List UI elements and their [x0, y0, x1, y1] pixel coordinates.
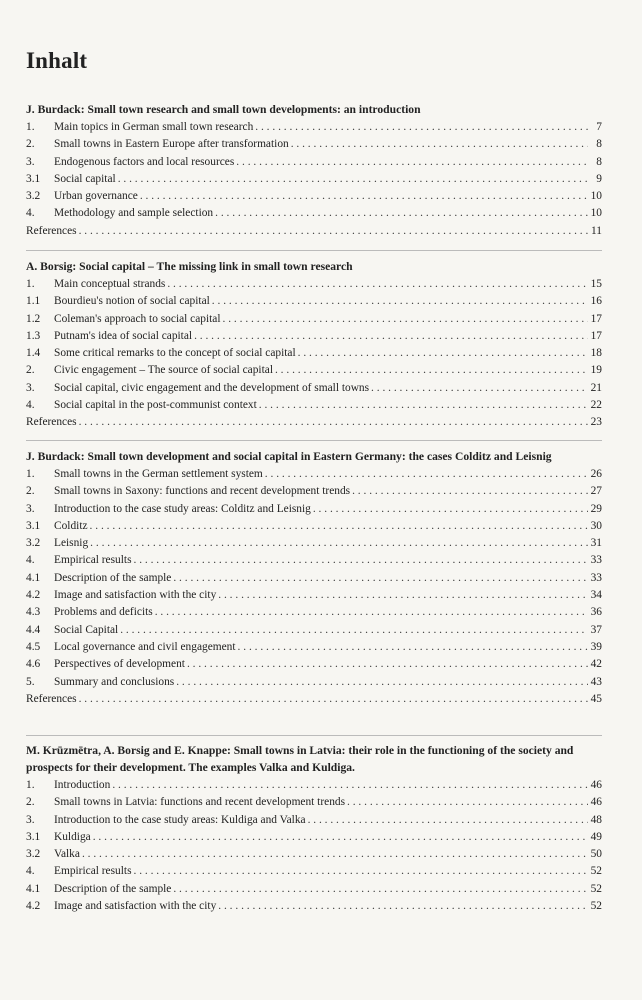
entry-label: Small towns in Saxony: functions and recent development trends: [54, 485, 351, 498]
entry-label: Urban governance: [54, 190, 138, 203]
entry-label: References: [26, 224, 77, 237]
toc-entry: [26, 674, 602, 691]
entry-page-number: 19: [590, 364, 602, 377]
toc-entry: [26, 863, 602, 880]
entry-label: Coleman's approach to social capital: [54, 312, 221, 325]
toc-entry: [26, 380, 602, 397]
entry-number: 1.: [26, 278, 35, 290]
entry-label: Main topics in German small town research: [54, 121, 254, 133]
entry-page-number: 39: [590, 640, 602, 653]
dot-leader: [90, 535, 588, 552]
entry-number: 4.4: [26, 623, 41, 636]
entry-label: Description of the sample: [54, 571, 172, 584]
toc-entry: [26, 604, 602, 621]
entry-page-number: 9: [596, 172, 602, 185]
entry-label: Bourdieu's notion of social capital: [54, 295, 210, 308]
toc-entry: [26, 881, 602, 898]
toc-entry: [26, 205, 602, 222]
entry-number: 2.: [26, 138, 35, 151]
entry-page-number: 22: [590, 399, 602, 412]
page-title: Inhalt: [26, 48, 88, 73]
entry-label: Main conceptual strands: [54, 278, 166, 290]
entry-number: 4.1: [26, 571, 41, 584]
entry-label: Small towns in Latvia: functions and recent development trends: [54, 796, 346, 809]
entry-page-number: 17: [590, 312, 602, 325]
toc-entry: [26, 639, 602, 656]
toc-entry: [26, 812, 602, 829]
dot-leader: [291, 136, 588, 153]
toc-entry: [26, 570, 602, 587]
entry-page-number: 52: [590, 900, 602, 913]
dot-leader: [112, 777, 588, 794]
toc-entry: [26, 552, 602, 569]
entry-page-number: 34: [590, 589, 602, 602]
entry-page-number: 31: [590, 537, 602, 550]
entry-number: 3.2: [26, 190, 41, 203]
toc-section: [26, 258, 602, 432]
dot-leader: [298, 345, 588, 362]
dot-leader: [218, 898, 588, 915]
entry-page-number: 33: [590, 554, 602, 567]
entry-number: 4.5: [26, 640, 41, 653]
entry-label: Social capital in the post-communist context: [54, 399, 257, 412]
entry-page-number: 7: [596, 121, 602, 133]
dot-leader: [352, 483, 588, 500]
dot-leader: [155, 604, 588, 621]
entry-page-number: 26: [590, 468, 602, 480]
toc-entry: [26, 587, 602, 604]
entry-page-number: 42: [590, 658, 602, 671]
entry-label: Small towns in the German settlement system: [54, 468, 263, 480]
section-heading: J. Burdack: Small town development and social capital in Eastern Germany: the cases Colditz and Leisnig: [26, 450, 552, 463]
entry-number: 3.: [26, 155, 35, 168]
entry-number: 3.: [26, 381, 35, 394]
entry-page-number: 36: [590, 606, 602, 619]
entry-label: Introduction to the case study areas: Colditz and Leisnig: [54, 502, 311, 515]
entry-label: Methodology and sample selection: [54, 207, 214, 220]
dot-leader: [79, 691, 588, 708]
dot-leader: [173, 881, 588, 898]
entry-page-number: 49: [590, 830, 602, 843]
entry-page-number: 52: [590, 882, 602, 895]
entry-number: 3.2: [26, 537, 41, 550]
entry-number: 2.: [26, 796, 35, 809]
section-heading: M. Krūzmētra, A. Borsig and E. Knappe: Small towns in Latvia: their role in the functioning of the society and prospects for their development. The examples Valka and Kuldiga.: [26, 744, 574, 774]
entry-number: 4.1: [26, 882, 41, 895]
dot-leader: [236, 154, 588, 171]
toc-entry: [26, 154, 602, 171]
entry-page-number: 8: [596, 138, 602, 151]
toc-entry: [26, 656, 602, 673]
toc-references-entry: [26, 414, 602, 431]
dot-leader: [120, 622, 588, 639]
toc-entry: [26, 171, 602, 188]
entry-label: Small towns in Eastern Europe after transformation: [54, 138, 289, 151]
dot-leader: [371, 380, 588, 397]
entry-number: 2.: [26, 485, 35, 498]
toc-entry: [26, 188, 602, 205]
entry-label: Problems and deficits: [54, 606, 153, 619]
entry-label: Kuldiga: [54, 830, 91, 843]
entry-label: Summary and conclusions: [54, 675, 175, 688]
entry-page-number: 18: [590, 347, 602, 360]
entry-label: Empirical results: [54, 554, 132, 567]
entry-label: Civic engagement – The source of social capital: [54, 364, 273, 377]
entry-page-number: 37: [590, 623, 602, 636]
entry-number: 1.1: [26, 295, 41, 308]
toc-entry: [26, 846, 602, 863]
dot-leader: [134, 552, 589, 569]
entry-number: 1.4: [26, 347, 41, 360]
entry-label: Social Capital: [54, 623, 119, 636]
section-divider: [26, 735, 602, 736]
dot-leader: [275, 362, 588, 379]
toc-entry: [26, 293, 602, 310]
entry-page-number: 17: [590, 329, 602, 342]
dot-leader: [259, 397, 588, 414]
entry-page-number: 21: [590, 381, 602, 394]
dot-leader: [140, 188, 588, 205]
entry-number: 3.1: [26, 830, 41, 843]
dot-leader: [187, 656, 588, 673]
entry-label: References: [26, 416, 77, 429]
entry-number: 4.: [26, 865, 35, 878]
toc-entry: [26, 119, 602, 136]
dot-leader: [167, 276, 588, 293]
entry-number: 3.: [26, 502, 35, 515]
entry-label: Social capital: [54, 172, 116, 185]
toc-entry: [26, 397, 602, 414]
section-divider: [26, 440, 602, 441]
toc-references-entry: [26, 691, 602, 708]
entry-page-number: 29: [590, 502, 602, 515]
entry-number: 4.2: [26, 900, 41, 913]
dot-leader: [194, 328, 588, 345]
entry-page-number: 15: [590, 278, 602, 290]
entry-number: 4.6: [26, 658, 41, 671]
entry-number: 4.: [26, 554, 35, 567]
entry-page-number: 52: [590, 865, 602, 878]
entry-label: Empirical results: [54, 865, 132, 878]
entry-number: 4.: [26, 207, 35, 220]
entry-number: 4.: [26, 399, 35, 412]
entry-label: Some critical remarks to the concept of social capital: [54, 347, 296, 360]
entry-page-number: 46: [590, 779, 602, 791]
toc-section: [26, 101, 602, 240]
entry-page-number: 16: [590, 295, 602, 308]
entry-page-number: 8: [596, 155, 602, 168]
dot-leader: [255, 119, 588, 136]
entry-number: 1.: [26, 468, 35, 480]
toc-section: [26, 742, 602, 915]
section-heading: A. Borsig: Social capital – The missing link in small town research: [26, 260, 353, 273]
dot-leader: [308, 812, 588, 829]
dot-leader: [215, 205, 588, 222]
entry-label: Endogenous factors and local resources: [54, 155, 235, 168]
entry-label: Description of the sample: [54, 882, 172, 895]
toc-entry: [26, 518, 602, 535]
dot-leader: [347, 794, 588, 811]
entry-number: 1.: [26, 779, 35, 791]
section-heading: J. Burdack: Small town research and small town developments: an introduction: [26, 103, 421, 116]
entry-label: Introduction: [54, 779, 111, 791]
entry-page-number: 10: [590, 207, 602, 220]
entry-number: 3.1: [26, 519, 41, 532]
entry-page-number: 10: [590, 190, 602, 203]
entry-label: Image and satisfaction with the city: [54, 900, 217, 913]
toc-entry: [26, 362, 602, 379]
toc-entry: [26, 276, 602, 293]
entry-number: 4.3: [26, 606, 41, 619]
entry-number: 4.2: [26, 589, 41, 602]
section-divider: [26, 250, 602, 251]
entry-page-number: 43: [590, 675, 602, 688]
entry-number: 3.: [26, 813, 35, 826]
toc-entry: [26, 136, 602, 153]
dot-leader: [223, 311, 588, 328]
toc-references-entry: [26, 223, 602, 240]
entry-page-number: 46: [590, 796, 602, 809]
entry-page-number: 23: [590, 416, 602, 429]
entry-page-number: 33: [590, 571, 602, 584]
toc-entry: [26, 345, 602, 362]
dot-leader: [218, 587, 588, 604]
entry-page-number: 27: [590, 485, 602, 498]
dot-leader: [118, 171, 588, 188]
toc-entry: [26, 483, 602, 500]
entry-label: Local governance and civil engagement: [54, 640, 236, 653]
toc-entry: [26, 501, 602, 518]
toc-entry: [26, 777, 602, 794]
entry-page-number: 30: [590, 519, 602, 532]
dot-leader: [79, 223, 588, 240]
entry-page-number: 45: [590, 692, 602, 705]
entry-label: Perspectives of development: [54, 658, 185, 671]
toc-entry: [26, 829, 602, 846]
dot-leader: [79, 414, 588, 431]
entry-page-number: 50: [590, 848, 602, 861]
dot-leader: [90, 518, 588, 535]
entry-number: 1.: [26, 121, 35, 133]
entry-label: Valka: [54, 848, 80, 861]
entry-number: 2.: [26, 364, 35, 377]
toc-entry: [26, 466, 602, 483]
entry-label: Image and satisfaction with the city: [54, 589, 217, 602]
dot-leader: [212, 293, 588, 310]
entry-label: Colditz: [54, 519, 88, 532]
entry-label: Introduction to the case study areas: Kuldiga and Valka: [54, 813, 306, 826]
entry-number: 1.3: [26, 329, 41, 342]
dot-leader: [82, 846, 588, 863]
toc-entry: [26, 535, 602, 552]
toc-entry: [26, 328, 602, 345]
dot-leader: [176, 674, 588, 691]
dot-leader: [93, 829, 588, 846]
entry-number: 3.2: [26, 848, 41, 861]
entry-label: Leisnig: [54, 537, 89, 550]
dot-leader: [238, 639, 588, 656]
entry-page-number: 11: [591, 224, 602, 237]
entry-label: Social capital, civic engagement and the development of small towns: [54, 381, 370, 394]
entry-page-number: 48: [590, 813, 602, 826]
entry-label: Putnam's idea of social capital: [54, 329, 193, 342]
dot-leader: [173, 570, 588, 587]
toc-entry: [26, 311, 602, 328]
toc-section: [26, 448, 602, 708]
entry-number: 5.: [26, 675, 35, 688]
toc-entry: [26, 622, 602, 639]
toc-entry: [26, 794, 602, 811]
dot-leader: [313, 501, 588, 518]
entry-label: References: [26, 692, 77, 705]
entry-number: 3.1: [26, 172, 41, 185]
toc-entry: [26, 898, 602, 915]
dot-leader: [134, 863, 589, 880]
entry-number: 1.2: [26, 312, 41, 325]
dot-leader: [265, 466, 588, 483]
